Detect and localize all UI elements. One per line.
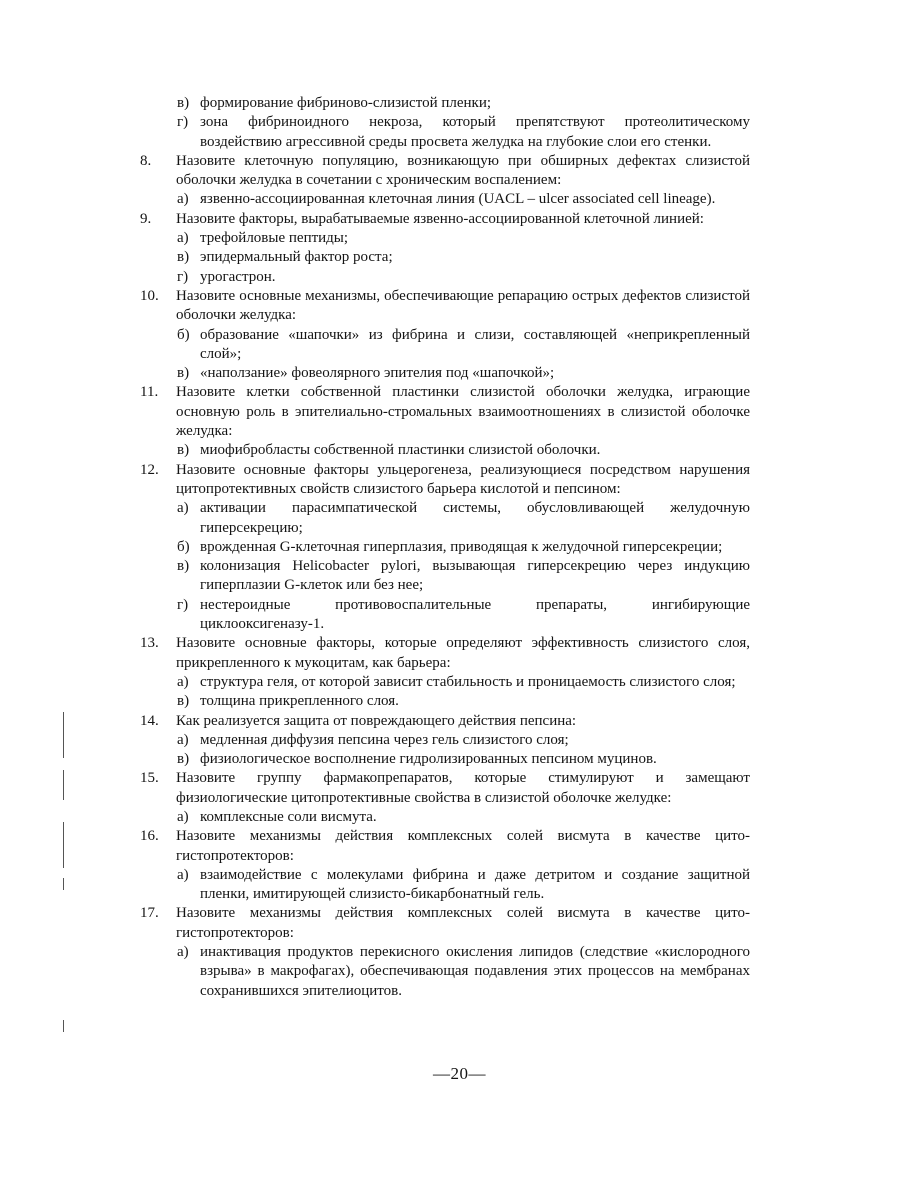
question-item: [140, 827, 750, 866]
answer-text: комплексные соли висмута.: [200, 808, 377, 825]
question-number: 13.: [140, 635, 159, 652]
answer-item: [140, 673, 750, 692]
question-number: 8.: [140, 152, 152, 169]
scan-margin-mark: [63, 878, 64, 890]
question-number: 16.: [140, 828, 159, 845]
answer-label: в): [177, 558, 190, 575]
question-text: Назовите группу фармакопрепаратов, которые стимулируют и замещают физиологические цитопротективные свойства в слизистой оболочке желудке:: [176, 770, 750, 806]
answer-item: [140, 268, 750, 287]
scan-margin-mark: [63, 712, 64, 758]
question-text: Назовите клеточную популяцию, возникающую при обширных дефектах слизистой оболочки желудка в сочетании с хроническим воспалением:: [176, 152, 750, 189]
answer-item: [140, 943, 750, 1001]
answer-text: зона фибриноидного некроза, который препятствуют протеолитическому воздействию агрессивной среды просвета желудка на глубокие слои его стенки.: [200, 114, 750, 150]
answer-item: [140, 866, 750, 905]
answer-label: г): [177, 114, 189, 131]
question-text: Назовите основные факторы ульцерогенеза, реализующиеся посредством нарушения цитопротективных свойств слизистого барьера кислотой и пепсином:: [176, 461, 750, 497]
question-list: [140, 152, 750, 1001]
question-text: Назовите механизмы действия комплексных солей висмута в качестве цито-гистопротекторов:: [176, 905, 750, 941]
question-text: Назовите основные факторы, которые определяют эффективность слизистого слоя, прикрепленного к мукоцитам, как барьера:: [176, 635, 750, 671]
question-number: 11.: [140, 384, 159, 401]
answer-text: нестероидные противовоспалительные препараты, ингибирующие циклооксигеназу-1.: [200, 596, 750, 633]
answer-text: урогастрон.: [200, 268, 276, 285]
answer-item: [140, 731, 750, 750]
answer-label: в): [177, 751, 190, 768]
question-item: [140, 634, 750, 673]
question-text: Как реализуется защита от повреждающего действия пепсина:: [176, 712, 577, 729]
answer-label: в): [177, 365, 190, 382]
answer-text: врожденная G-клеточная гиперплазия, приводящая к желудочной гиперсекреции;: [200, 538, 723, 555]
answer-text: инактивация продуктов перекисного окисления липидов (следствие «кислородного взрыва» в макрофагах), обеспечивающая подавления этих процессов на мембранах сохранившихся эпителиоцитов.: [200, 944, 750, 999]
question-text: Назовите механизмы действия комплексных солей висмута в качестве цито-гистопротекторов:: [176, 828, 750, 864]
answer-label: в): [177, 95, 190, 111]
answer-item: [140, 499, 750, 538]
answer-label: б): [177, 326, 190, 343]
answer-label: а): [177, 866, 189, 883]
question-item: [140, 769, 750, 808]
answer-label: в): [177, 442, 190, 459]
answer-label: в): [177, 249, 190, 266]
answer-item: [140, 113, 750, 152]
question-number: 10.: [140, 287, 159, 304]
answer-item: [140, 229, 750, 248]
question-item: [140, 152, 750, 191]
question-block: [140, 152, 750, 210]
answer-text: колонизация Helicobacter pylori, вызывающая гиперсекрецию через индукцию гиперплазии G-клеток или без нее;: [200, 558, 750, 594]
question-text: Назовите факторы, вырабатываемые язвенно-ассоциированной клеточной линией:: [176, 210, 704, 227]
question-number: 12.: [140, 461, 159, 478]
document-body: [140, 94, 750, 1001]
answer-item: [140, 441, 750, 460]
answer-text: физиологическое восполнение гидролизированных пепсином муцинов.: [200, 751, 657, 768]
answer-item: [140, 190, 750, 209]
question-item: [140, 904, 750, 943]
answer-label: г): [177, 596, 189, 613]
question-number: 15.: [140, 770, 159, 787]
question-text: Назовите основные механизмы, обеспечивающие репарацию острых дефектов слизистой оболочки желудка:: [176, 287, 750, 324]
answer-item: [140, 750, 750, 769]
answer-text: активации парасимпатической системы, обусловливающей желудочную гиперсекрецию;: [200, 500, 750, 536]
question-block: [140, 904, 750, 1000]
scan-margin-mark: [63, 770, 64, 800]
answer-label: б): [177, 538, 190, 555]
page-number: —20—: [433, 1064, 486, 1083]
question-item: [140, 287, 750, 326]
question-block: [140, 383, 750, 460]
scan-margin-mark: [63, 822, 64, 868]
answer-item: [140, 808, 750, 827]
answer-label: а): [177, 500, 189, 517]
answer-text: структура геля, от которой зависит стабильность и проницаемость слизистого слоя;: [200, 673, 736, 690]
answer-item: [140, 596, 750, 635]
question-block: [140, 827, 750, 904]
question-block: [140, 769, 750, 827]
question-number: 14.: [140, 712, 159, 729]
answer-item: [140, 557, 750, 596]
question-item: [140, 461, 750, 500]
continued-answer-list: [140, 94, 750, 152]
question-number: 9.: [140, 210, 152, 227]
question-block: [140, 210, 750, 287]
answer-label: а): [177, 673, 189, 690]
question-block: [140, 712, 750, 770]
question-item: [140, 383, 750, 441]
answer-text: образование «шапочки» из фибрина и слизи, составляющей «неприкрепленный слой»;: [200, 326, 750, 362]
question-block: [140, 287, 750, 383]
answer-text: язвенно-ассоциированная клеточная линия (UACL – ulcer associated cell lineage).: [200, 191, 716, 208]
answer-text: медленная диффузия пепсина через гель слизистого слоя;: [200, 731, 569, 748]
scan-margin-mark: [63, 1020, 64, 1032]
question-item: [140, 712, 750, 731]
answer-label: а): [177, 944, 189, 961]
question-item: [140, 210, 750, 229]
answer-item: [140, 692, 750, 711]
answer-label: а): [177, 191, 189, 208]
answer-label: а): [177, 808, 189, 825]
answer-text: взаимодействие с молекулами фибрина и даже детритом и создание защитной пленки, имитирующей слизисто-бикарбонатный гель.: [200, 866, 750, 903]
question-block: [140, 634, 750, 711]
answer-text: формирование фибриново-слизистой пленки;: [200, 95, 492, 111]
answer-item: [140, 326, 750, 365]
answer-text: толщина прикрепленного слоя.: [200, 693, 399, 710]
answer-text: миофибробласты собственной пластинки слизистой оболочки.: [200, 442, 601, 459]
answer-item: [140, 538, 750, 557]
answer-item: [140, 248, 750, 267]
question-text: Назовите клетки собственной пластинки слизистой оболочки желудка, играющие основную роль в эпителиально-стромальных взаимоотношениях в слизистой оболочке желудка:: [176, 384, 750, 440]
answer-label: г): [177, 268, 189, 285]
question-block: [140, 461, 750, 635]
answer-text: трефойловые пептиды;: [200, 230, 349, 247]
answer-label: а): [177, 230, 189, 247]
question-number: 17.: [140, 905, 159, 922]
answer-item: [140, 364, 750, 383]
answer-label: в): [177, 693, 190, 710]
answer-label: а): [177, 731, 189, 748]
answer-item: [140, 94, 750, 113]
answer-text: эпидермальный фактор роста;: [200, 249, 393, 266]
answer-text: «наползание» фовеолярного эпителия под «шапочкой»;: [200, 365, 555, 382]
